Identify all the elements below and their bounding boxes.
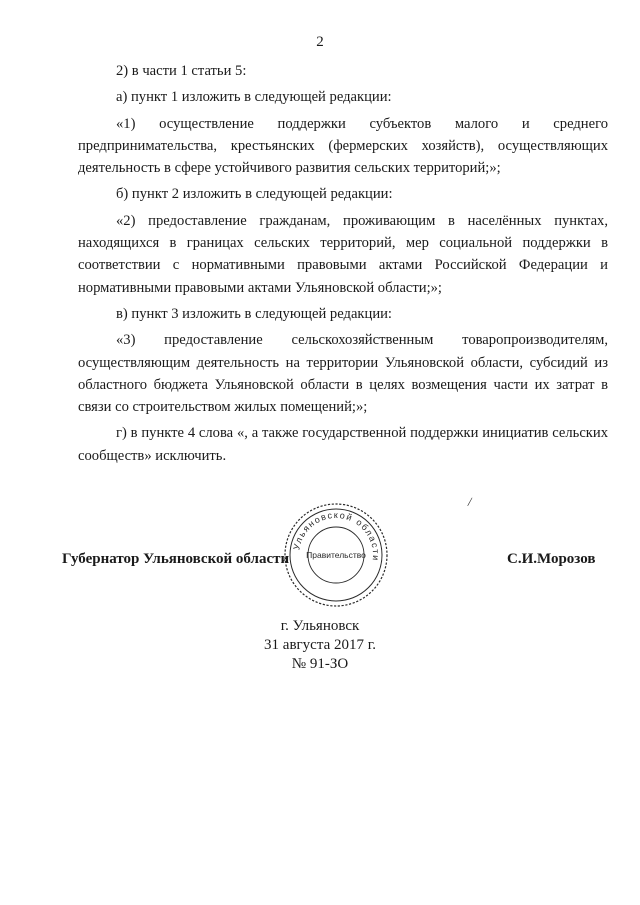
official-seal — [282, 501, 390, 609]
footer-number: № 91-ЗО — [291, 656, 349, 672]
document-footer — [0, 617, 640, 674]
seal-ring-text: Ульяновской области — [291, 509, 382, 563]
paragraph-b: б) пункт 2 изложить в следующей редакции: — [116, 186, 393, 203]
paragraph-a: а) пункт 1 изложить в следующей редакции: — [116, 89, 392, 106]
paragraph-item1: «1) осуществление поддержки субъектов малого и среднего предпринимательства, крестьянских (фермерских хозяйств), осуществляющих деятельность в сфере устойчивого развития сельских территорий;»; — [78, 115, 608, 177]
paragraph-v: в) пункт 3 изложить в следующей редакции: — [116, 305, 392, 322]
paragraph-item2: «2) предоставление гражданам, проживающим в населённых пунктах, находящихся в границах сельских территорий, мер социальной поддержки в соответствии с нормативными правовыми актами Российской Федерации и нормативными правовыми актами Ульяновской области;»; — [78, 212, 608, 296]
paragraph-g: г) в пункте 4 слова «, а также государственной поддержки инициатив сельских сообществ» исключить. — [78, 425, 608, 464]
signatory-name: С.И.Морозов — [507, 551, 596, 567]
pen-mark: / — [466, 493, 473, 510]
paragraph-item3: «3) предоставление сельскохозяйственным товаропроизводителям, осуществляющим деятельность на территории Ульяновской области, субсидий из областного бюджета Ульяновской области в целях возмещения части их затрат в связи со строительством жилых помещений;»; — [78, 332, 608, 416]
paragraph-article5: 2) в части 1 статьи 5: — [116, 63, 247, 79]
footer-date: 31 августа 2017 г. — [264, 637, 376, 653]
signatory-position: Губернатор Ульяновской области — [62, 551, 290, 567]
seal-center-text: Правительство — [306, 550, 366, 560]
footer-city: г. Ульяновск — [280, 618, 360, 634]
page-number: 2 — [316, 34, 324, 50]
document-body — [78, 60, 608, 467]
